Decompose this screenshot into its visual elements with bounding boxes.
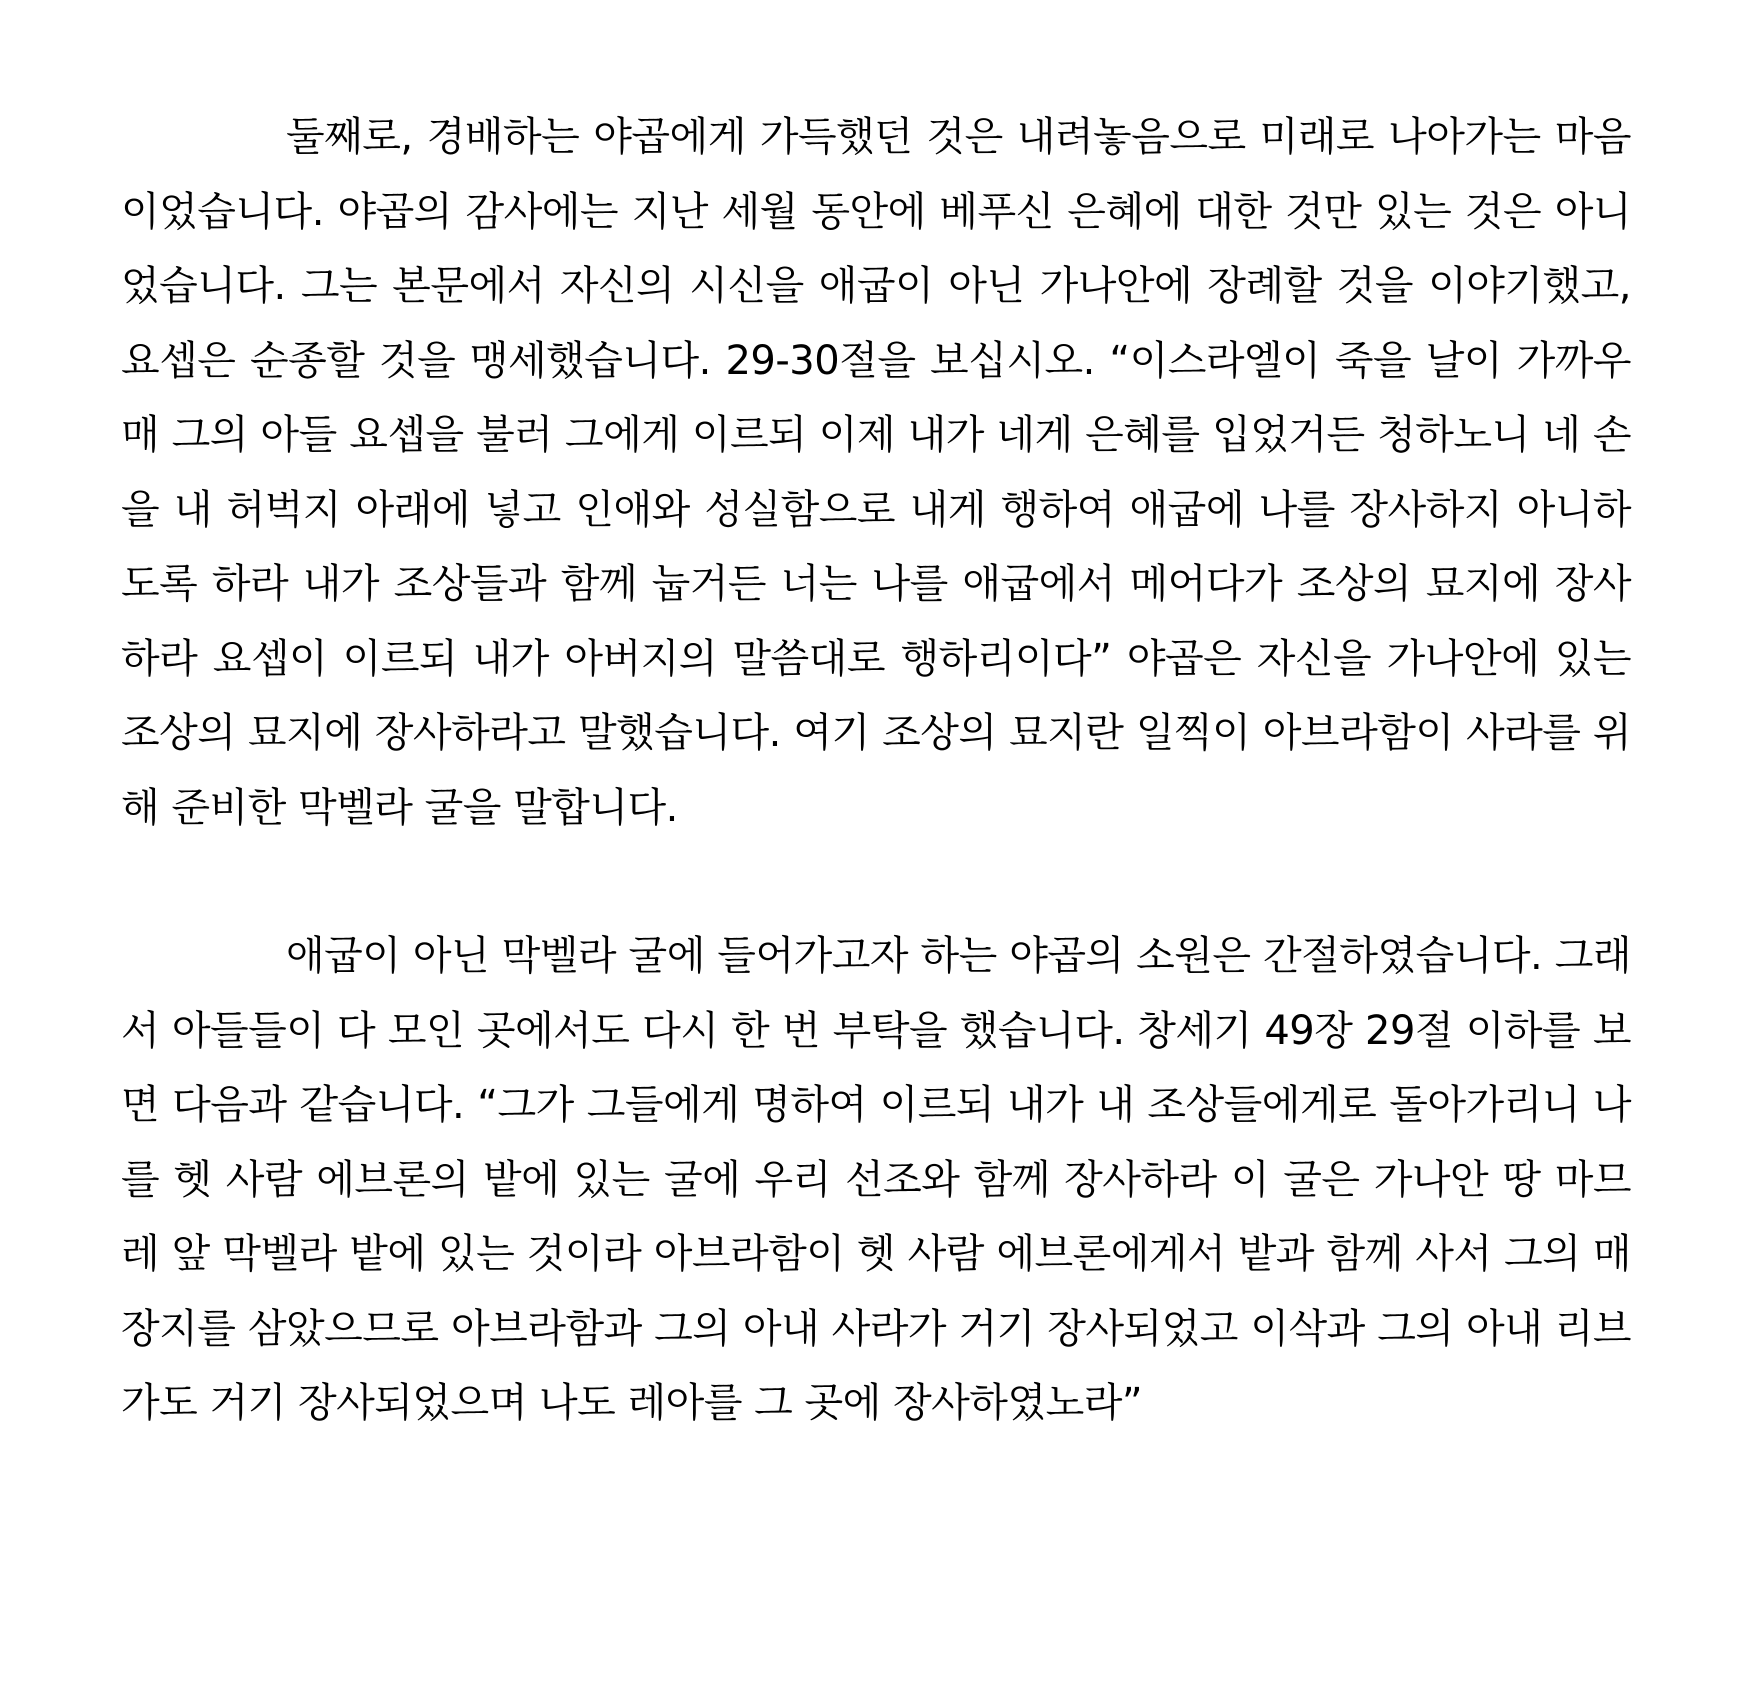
- body-paragraph-2: 애굽이 아닌 막벨라 굴에 들어가고자 하는 야곱의 소원은 간절하였습니다. 그래서 아들들이 다 모인 곳에서도 다시 한 번 부탁을 했습니다. 창세기 49장 29절 이하를 보면 다음과 같습니다. “그가 그들에게 명하여 이르되 내가 내 조상들에게로 돌아가리니 나를 헷 사람 에브론의 밭에 있는 굴에 우리 선조와 함께 장사하라 이 굴은 가나안 땅 마므레 앞 막벨라 밭에 있는 것이라 아브라함이 헷 사람 에브론에게서 밭과 함께 사서 그의 매장지를 삼았으므로 아브라함과 그의 아내 사라가 거기 장사되었고 이삭과 그의 아내 리브가도 거기 장사되었으며 나도 레아를 그 곳에 장사하였노라”: [121, 933, 1631, 1426]
- document-page: [121, 100, 1631, 1441]
- body-paragraph-1: 둘째로, 경배하는 야곱에게 가득했던 것은 내려놓음으로 미래로 나아가는 마음이었습니다. 야곱의 감사에는 지난 세월 동안에 베푸신 은혜에 대한 것만 있는 것은 아니었습니다. 그는 본문에서 자신의 시신을 애굽이 아닌 가나안에 장례할 것을 이야기했고, 요셉은 순종할 것을 맹세했습니다. 29-30절을 보십시오. “이스라엘이 죽을 날이 가까우매 그의 아들 요셉을 불러 그에게 이르되 이제 내가 네게 은혜를 입었거든 청하노니 네 손을 내 허벅지 아래에 넣고 인애와 성실함으로 내게 행하여 애굽에 나를 장사하지 아니하도록 하라 내가 조상들과 함께 눕거든 너는 나를 애굽에서 메어다가 조상의 묘지에 장사하라 요셉이 이르되 내가 아버지의 말씀대로 행하리이다” 야곱은 자신을 가나안에 있는 조상의 묘지에 장사하라고 말했습니다. 여기 조상의 묘지란 일찍이 아브라함이 사라를 위해 준비한 막벨라 굴을 말합니다.: [121, 114, 1631, 831]
